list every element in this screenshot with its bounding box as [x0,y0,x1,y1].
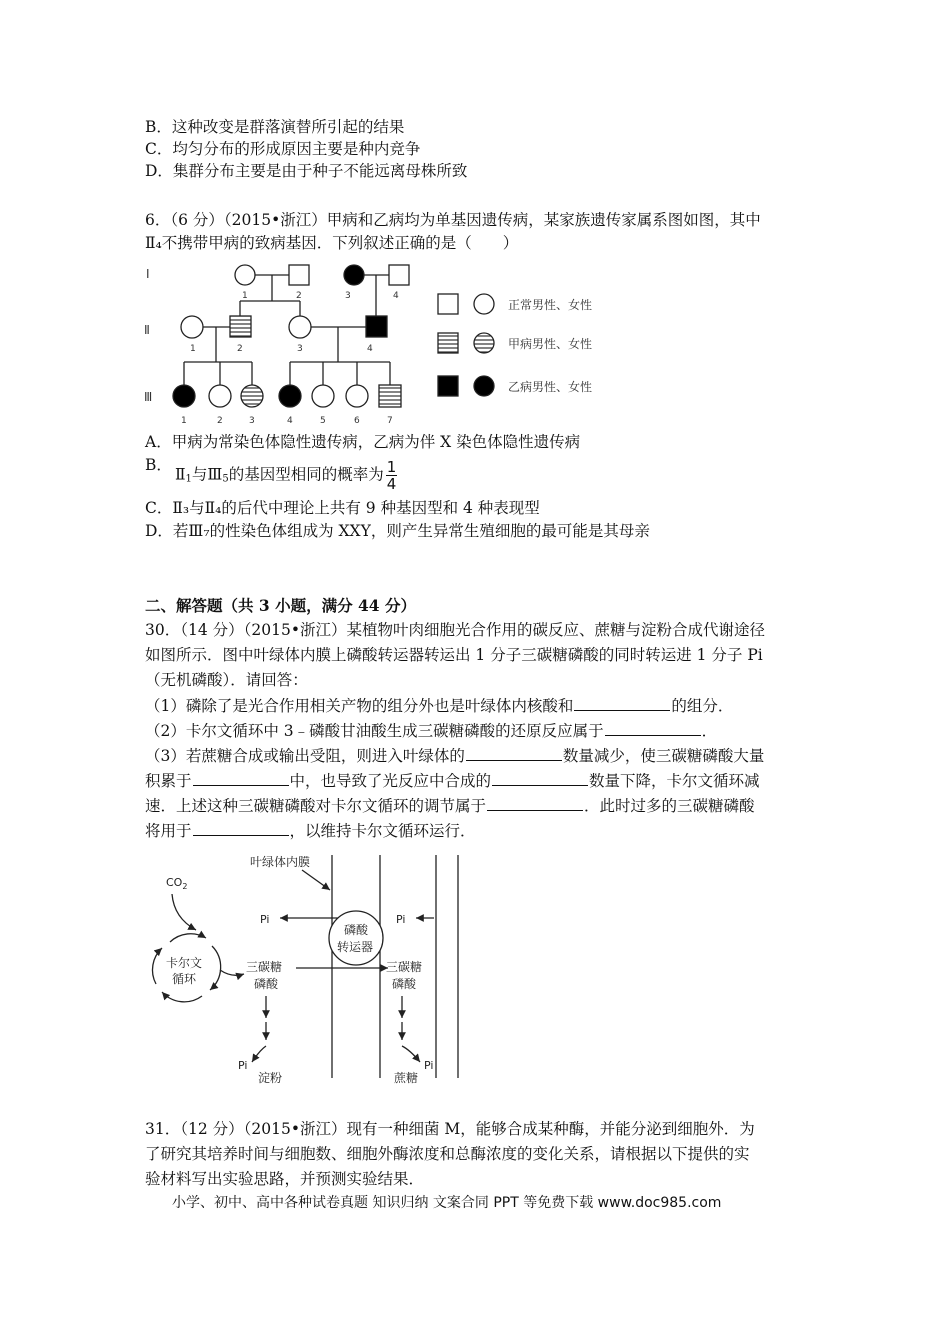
gen2-male-2-affected-a [230,316,251,337]
gen3-female-6 [346,385,368,407]
gen3-female-1-affected-b [173,385,195,407]
q30-part3-text-e: 数量下降，卡尔文循环减 [589,772,760,790]
section-title: 二、解答题（共 3 小题，满分 44 分） [145,596,416,615]
num-g1-2: 2 [296,291,302,301]
q30-part3-line1 [145,745,764,766]
q6-option-b-sub2: 5 [222,473,229,485]
q6-option-b-text1: Ⅱ [175,465,186,484]
gen1-male-2 [289,265,309,285]
gen3-female-4-affected-b [279,385,301,407]
num-g3-6: 6 [354,416,360,426]
triose-phosphate-left-2: 磷酸 [254,977,279,991]
q30-part3-text-i: ，以维持卡尔文循环运行． [289,822,476,840]
q30-part3-text-h: 将用于 [145,822,192,840]
num-g2-4: 4 [367,344,373,354]
answer-blank-3[interactable] [466,745,562,761]
q6-stem-line2: Ⅱ₄不携带甲病的致病基因．下列叙述正确的是（ ） [145,234,519,252]
pi-label-right: Pi [396,913,406,926]
generation-label-2: Ⅱ [144,323,150,337]
q5-option-b: B．这种改变是群落演替所引起的结果 [145,118,405,136]
q6-option-b [175,459,397,492]
q30-part1 [145,695,733,716]
num-g2-2: 2 [237,344,243,354]
transporter-label-2: 转运器 [337,940,374,954]
transporter-label-1: 磷酸 [344,923,369,937]
triose-phosphate-right-1: 三碳糖 [386,960,423,974]
q6-option-b-text3: 的基因型相同的概率为 [228,465,384,484]
starch-label: 淀粉 [258,1071,283,1085]
q6-option-d: D．若Ⅲ₇的性染色体组成为 XXY，则产生异常生殖细胞的最可能是其母亲 [145,522,650,540]
co2-label: $CO_2$ [166,876,188,891]
legend-a-label: 甲病男性、女性 [508,337,593,351]
q6-option-a: A．甲病为常染色体隐性遗传病，乙病为伴 X 染色体隐性遗传病 [145,433,581,451]
fraction-denominator: 4 [386,475,397,493]
q31-stem-line3: 验材料写出实验思路，并预测实验结果． [145,1170,425,1188]
q30-stem-line2: 如图所示．图中叶绿体内膜上磷酸转运器转运出 1 分子三碳糖磷酸的同时转运进 1 分子 Pi [145,646,763,664]
generation-label-3: Ⅲ [144,390,153,404]
q30-part3-text-a: （3）若蔗糖合成或输出受阻，则进入叶绿体的 [145,747,465,765]
num-g3-3: 3 [249,416,255,426]
q30-stem-line3: （无机磷酸）．请回答： [145,671,308,689]
legend-b-male [438,376,458,396]
legend-a-male [438,333,458,353]
gen3-female-3-affected-a [241,385,263,407]
calvin-cycle-diagram [140,850,480,1090]
num-g2-3: 3 [297,344,303,354]
q31-stem-line1: 31．（12 分）（2015•浙江）现有一种细菌 M，能够合成某种酶，并能分泌到细胞外．为 [145,1120,755,1138]
q30-part2-text-b: ． [701,722,718,740]
answer-blank-4[interactable] [193,770,289,786]
phosphate-transporter [329,911,383,965]
calvin-label-1: 卡尔文 [166,956,203,970]
q31-stem-line2: 了研究其培养时间与细胞数、细胞外酶浓度和总酶浓度的变化关系，请根据以下提供的实 [145,1145,750,1163]
answer-blank-6[interactable] [487,795,583,811]
gen3-male-7-affected-a [379,385,401,407]
pi-label-left: Pi [260,913,270,926]
q30-part3-text-c: 积累于 [145,772,192,790]
q30-part3-text-g: ．此时过多的三碳糖磷酸 [584,797,755,815]
q30-part3-line4 [145,820,476,841]
fraction-one-quarter [386,459,398,492]
num-g3-2: 2 [217,416,223,426]
gen1-female-3-affected-b [344,265,364,285]
answer-blank-5[interactable] [492,770,588,786]
num-g3-5: 5 [320,416,326,426]
q6-stem-line1: 6．（6 分）（2015•浙江）甲病和乙病均为单基因遗传病，某家族遗传家属系图如图，其中 [145,211,761,229]
generation-label-1: Ⅰ [146,267,150,281]
q6-option-c: C．Ⅱ₃与Ⅱ₄的后代中理论上共有 9 种基因型和 4 种表现型 [145,499,540,517]
sucrose-label: 蔗糖 [394,1071,419,1085]
q30-part2 [145,720,717,741]
q30-stem-line1: 30．（14 分）（2015•浙江）某植物叶肉细胞光合作用的碳反应、蔗糖与淀粉合成代谢途径 [145,621,765,639]
legend-normal-female [474,294,494,314]
num-g2-1: 1 [190,344,196,354]
q30-part3-line2 [145,770,760,791]
q5-option-c: C．均匀分布的形成原因主要是种内竞争 [145,140,421,158]
answer-blank-1[interactable] [574,695,670,711]
gen3-female-2 [209,385,231,407]
answer-blank-7[interactable] [193,820,289,836]
q30-part1-text-a: （1）磷除了是光合作用相关产物的组分外也是叶绿体内核酸和 [145,697,574,715]
legend-b-female [474,376,494,396]
pi-label-bottom-left: Pi [238,1059,248,1072]
calvin-label-2: 循环 [172,972,197,986]
num-g1-4: 4 [393,291,399,301]
legend-a-female [474,333,494,353]
q30-part3-text-b: 数量减少，使三碳糖磷酸大量 [562,747,765,765]
triose-phosphate-left-1: 三碳糖 [246,960,283,974]
q6-option-b-label: B． [145,456,172,474]
num-g1-1: 1 [242,291,248,301]
membrane-label: 叶绿体内膜 [250,855,311,869]
q6-option-b-text2: 与Ⅲ [191,465,223,484]
q30-part3-line3 [145,795,755,816]
legend-normal-label: 正常男性、女性 [508,298,593,312]
gen2-female-3 [289,316,311,338]
gen3-female-5 [312,385,334,407]
footer-note: 小学、初中、高中各种试卷真题 知识归纳 文案合同 PPT 等免费下载 www.doc985.com [172,1195,722,1211]
num-g3-7: 7 [387,416,393,426]
gen1-male-4 [389,265,409,285]
num-g3-4: 4 [287,416,293,426]
gen1-female-1 [235,265,255,285]
q5-option-d: D．集群分布主要是由于种子不能远离母株所致 [145,162,468,180]
num-g1-3: 3 [345,291,351,301]
legend-normal-male [438,294,458,314]
q30-part1-text-b: 的组分． [671,697,734,715]
gen2-female-1 [181,316,203,338]
pedigree-chart [140,258,620,428]
q30-part3-text-d: 中，也导致了光反应中合成的 [289,772,492,790]
fraction-numerator: 1 [386,458,397,476]
legend-b-label: 乙病男性、女性 [508,380,593,394]
answer-blank-2[interactable] [605,720,701,736]
pi-label-bottom-right: Pi [424,1059,434,1072]
q30-part3-text-f: 速．上述这种三碳糖磷酸对卡尔文循环的调节属于 [145,797,487,815]
triose-phosphate-right-2: 磷酸 [392,977,417,991]
q30-part2-text-a: （2）卡尔文循环中 3﹣磷酸甘油酸生成三碳糖磷酸的还原反应属于 [145,722,604,740]
q6-option-b-sub1: 1 [185,473,192,485]
gen2-male-4-affected-b [366,316,387,337]
num-g3-1: 1 [181,416,187,426]
